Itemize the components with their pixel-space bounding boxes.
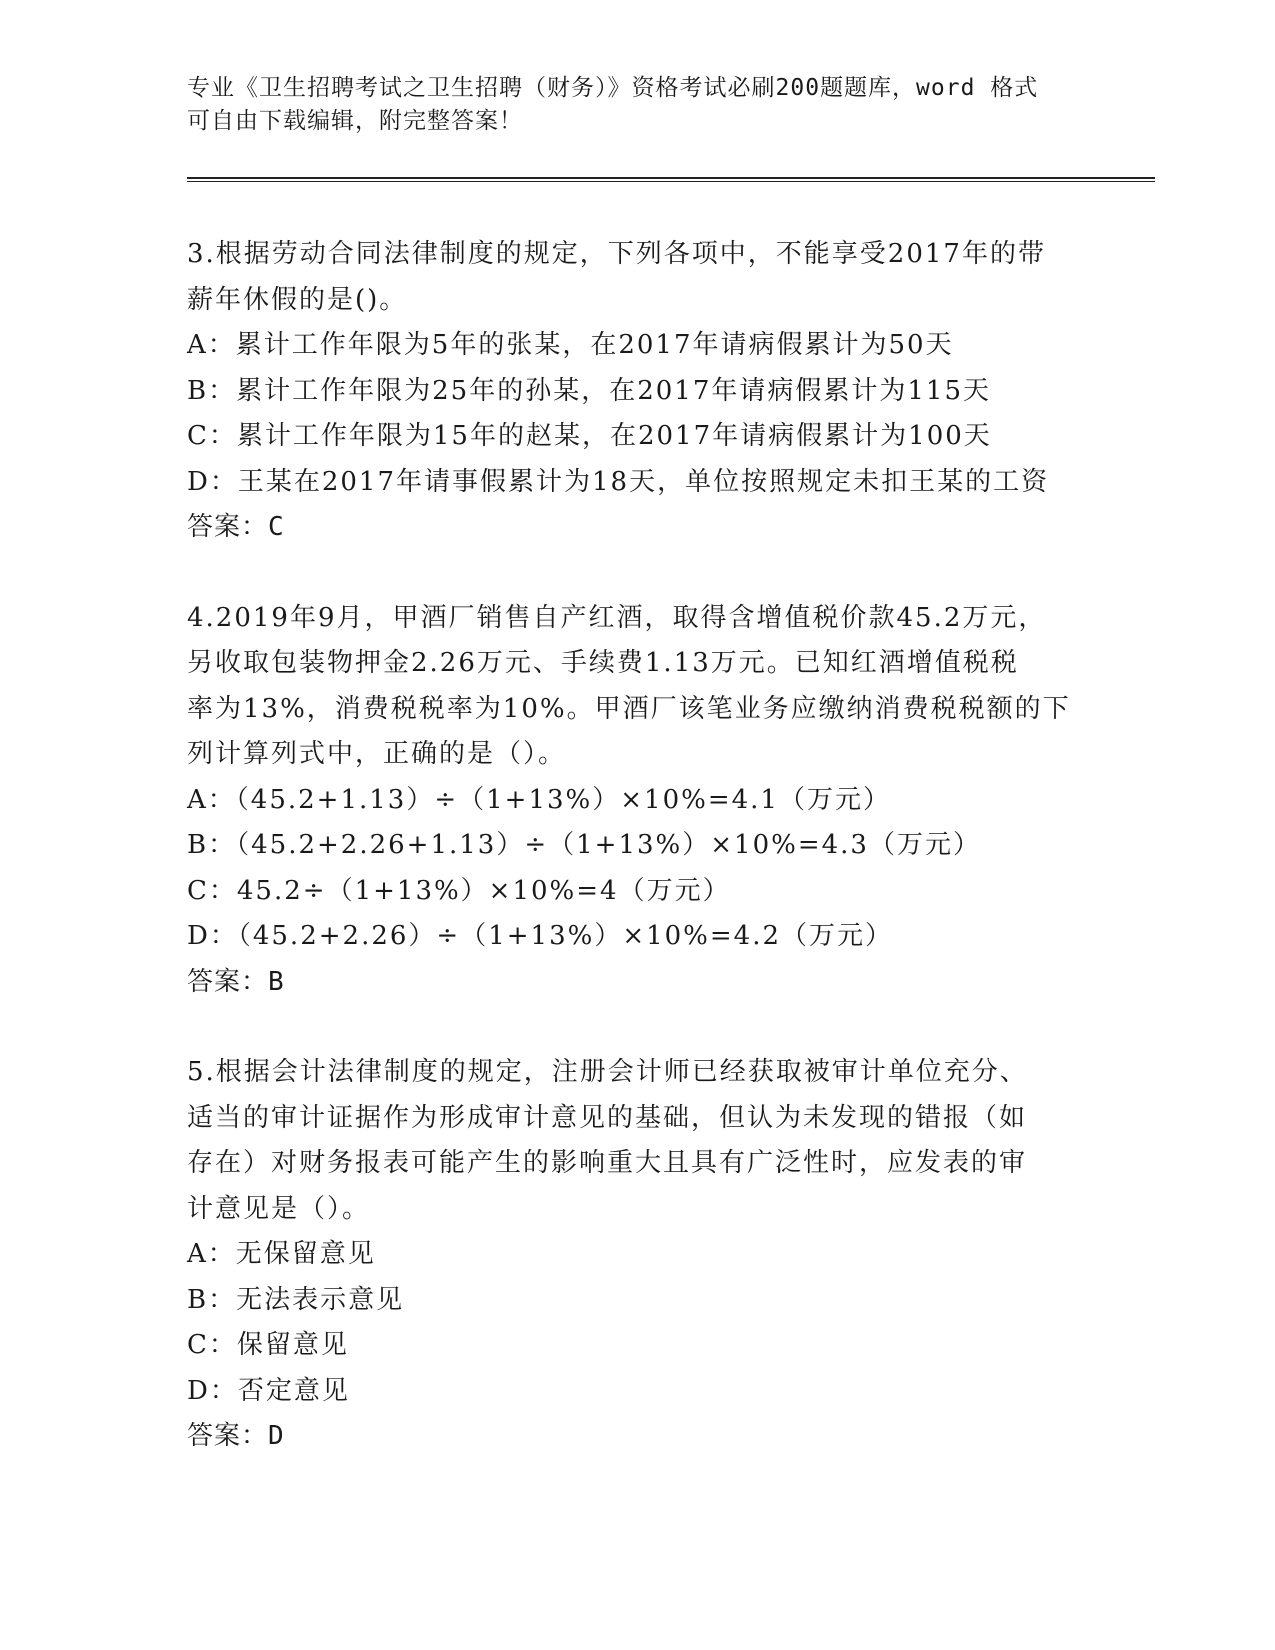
option-a: A：无保留意见	[187, 1239, 376, 1269]
option-a: A：（45.2+1.13）÷（1+13%）×10%=4.1（万元）	[187, 784, 891, 815]
question-3	[187, 232, 1087, 551]
option-c: C：保留意见	[187, 1330, 349, 1360]
question-stem-line: 率为13%，消费税税率为10%。甲酒厂该笔业务应缴纳消费税税额的下	[187, 693, 1071, 724]
option-c: C：累计工作年限为15年的赵某，在2017年请病假累计为100天	[187, 421, 992, 451]
question-stem-line: 列计算列式中，正确的是（）。	[187, 739, 567, 769]
option-d: D：（45.2+2.26）÷（1+13%）×10%=4.2（万元）	[187, 921, 894, 951]
option-d: D：王某在2017年请事假累计为18天，单位按照规定未扣王某的工资	[187, 466, 1050, 497]
answer-line: 答案：B	[187, 966, 285, 997]
document-header	[187, 72, 1067, 138]
answer-line: 答案：D	[187, 1421, 285, 1451]
answer-line: 答案：C	[187, 512, 285, 542]
question-stem-line: 5.根据会计法律制度的规定，注册会计师已经获取被审计单位充分、	[187, 1057, 1028, 1087]
question-stem-line: 存在）对财务报表可能产生的影响重大且具有广泛性时，应发表的审	[187, 1148, 1028, 1178]
option-b: B：累计工作年限为25年的孙某，在2017年请病假累计为115天	[187, 375, 991, 406]
question-stem-line: 计意见是（）。	[187, 1193, 371, 1224]
option-c: C：45.2÷（1+13%）×10%=4（万元）	[187, 875, 731, 906]
option-b: B：（45.2+2.26+1.13）÷（1+13%）×10%=4.3（万元）	[187, 830, 981, 860]
question-5	[187, 1050, 1087, 1460]
question-4	[187, 596, 1087, 1006]
option-d: D：否定意见	[187, 1375, 350, 1406]
question-list	[187, 232, 1087, 1505]
option-b: B：无法表示意见	[187, 1284, 405, 1315]
question-stem-line: 3.根据劳动合同法律制度的规定，下列各项中，不能享受2017年的带	[187, 239, 1046, 269]
header-divider	[187, 177, 1155, 182]
option-a: A：累计工作年限为5年的张某，在2017年请病假累计为50天	[187, 330, 954, 360]
header-line-2: 可自由下载编辑，附完整答案！	[187, 108, 523, 134]
question-stem-line: 适当的审计证据作为形成审计意见的基础，但认为未发现的错报（如	[187, 1102, 1028, 1133]
header-line-1: 专业《卫生招聘考试之卫生招聘（财务）》资格考试必刷200题题库，word 格式	[187, 75, 1039, 101]
question-stem-line: 4.2019年9月，甲酒厂销售自产红酒，取得含增值税价款45.2万元，	[187, 602, 1047, 633]
question-stem-line: 薪年休假的是()。	[187, 284, 408, 315]
question-stem-line: 另收取包装物押金2.26万元、手续费1.13万元。已知红酒增值税税	[187, 648, 1019, 678]
